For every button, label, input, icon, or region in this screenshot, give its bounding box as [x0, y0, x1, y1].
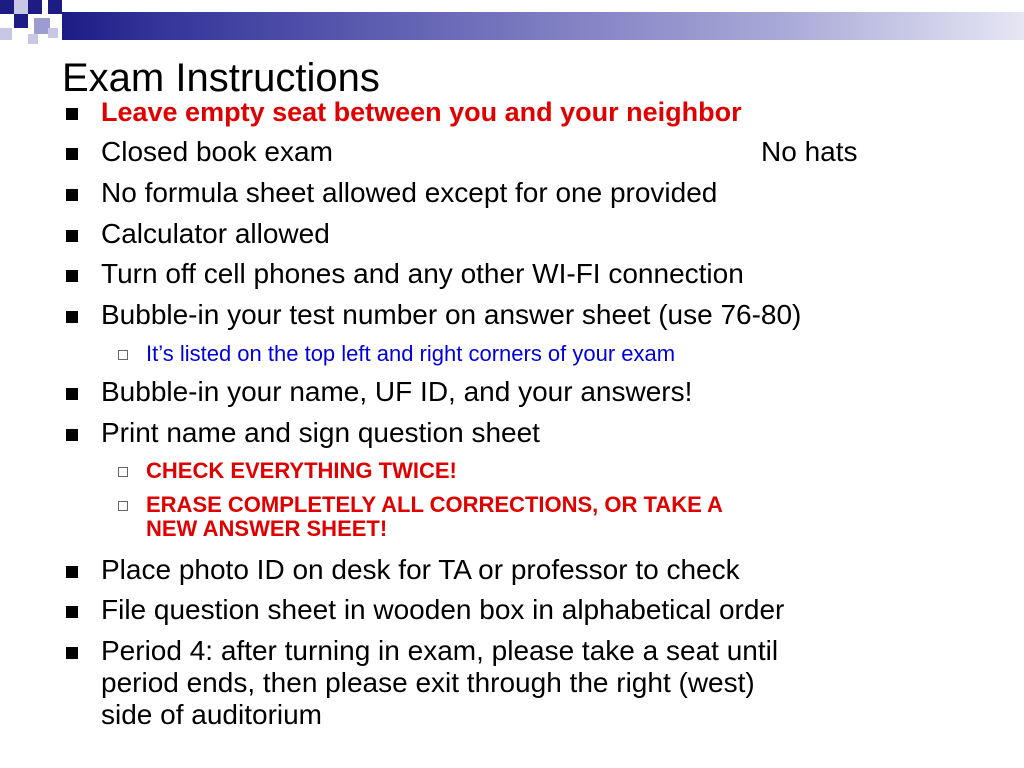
- item-text-line-2: NEW ANSWER SHEET!: [146, 516, 388, 541]
- item-text: Print name and sign question sheet: [101, 417, 540, 448]
- square-bullet-icon: [66, 270, 78, 282]
- square-bullet-icon: [66, 148, 78, 160]
- item-text: Bubble-in your test number on answer sheet (use 76-80): [101, 299, 802, 330]
- square-bullet-icon: [66, 429, 78, 441]
- item-text-left: Closed book exam: [101, 136, 333, 167]
- square-bullet-icon: [66, 566, 78, 578]
- square-bullet-icon: [66, 189, 78, 201]
- item-text: No formula sheet allowed except for one provided: [101, 177, 718, 208]
- item-text: Calculator allowed: [101, 218, 330, 249]
- square-bullet-icon: [66, 647, 78, 659]
- item-text: CHECK EVERYTHING TWICE!: [146, 458, 457, 483]
- decor-square-5: [14, 14, 28, 28]
- decor-square-1: [0, 0, 14, 14]
- hollow-square-bullet-icon: [118, 501, 128, 511]
- item-text: File question sheet in wooden box in alphabetical order: [101, 594, 785, 625]
- square-bullet-icon: [66, 388, 78, 400]
- square-bullet-icon: [66, 606, 78, 618]
- item-text: [101, 136, 858, 168]
- header-band: [62, 12, 1024, 40]
- slide-title: Exam Instructions: [62, 56, 380, 100]
- square-bullet-icon: [66, 108, 78, 120]
- item-text-right: No hats: [761, 136, 858, 167]
- item-text-line-1: ERASE COMPLETELY ALL CORRECTIONS, OR TAKE A: [146, 492, 723, 517]
- item-text: It’s listed on the top left and right corners of your exam: [146, 341, 676, 366]
- decor-square-4: [48, 0, 62, 14]
- item-text: Bubble-in your name, UF ID, and your answers!: [101, 376, 693, 407]
- item-text-line-2: period ends, then please exit through the right (west): [101, 667, 755, 698]
- decor-square-9: [48, 28, 58, 38]
- item-text-line-3: side of auditorium: [101, 699, 323, 730]
- square-bullet-icon: [66, 230, 78, 242]
- decor-square-2: [14, 0, 28, 14]
- item-text: Leave empty seat between you and your neighbor: [101, 97, 742, 127]
- square-bullet-icon: [66, 311, 78, 323]
- decor-square-7: [0, 28, 12, 40]
- decor-square-3: [28, 0, 42, 14]
- hollow-square-bullet-icon: [118, 467, 128, 477]
- item-text: Place photo ID on desk for TA or professor to check: [101, 554, 740, 585]
- item-text-line-1: Period 4: after turning in exam, please take a seat until: [101, 635, 779, 666]
- hollow-square-bullet-icon: [118, 350, 128, 360]
- decor-square-8: [28, 34, 38, 44]
- item-text: Turn off cell phones and any other WI-FI connection: [101, 258, 744, 289]
